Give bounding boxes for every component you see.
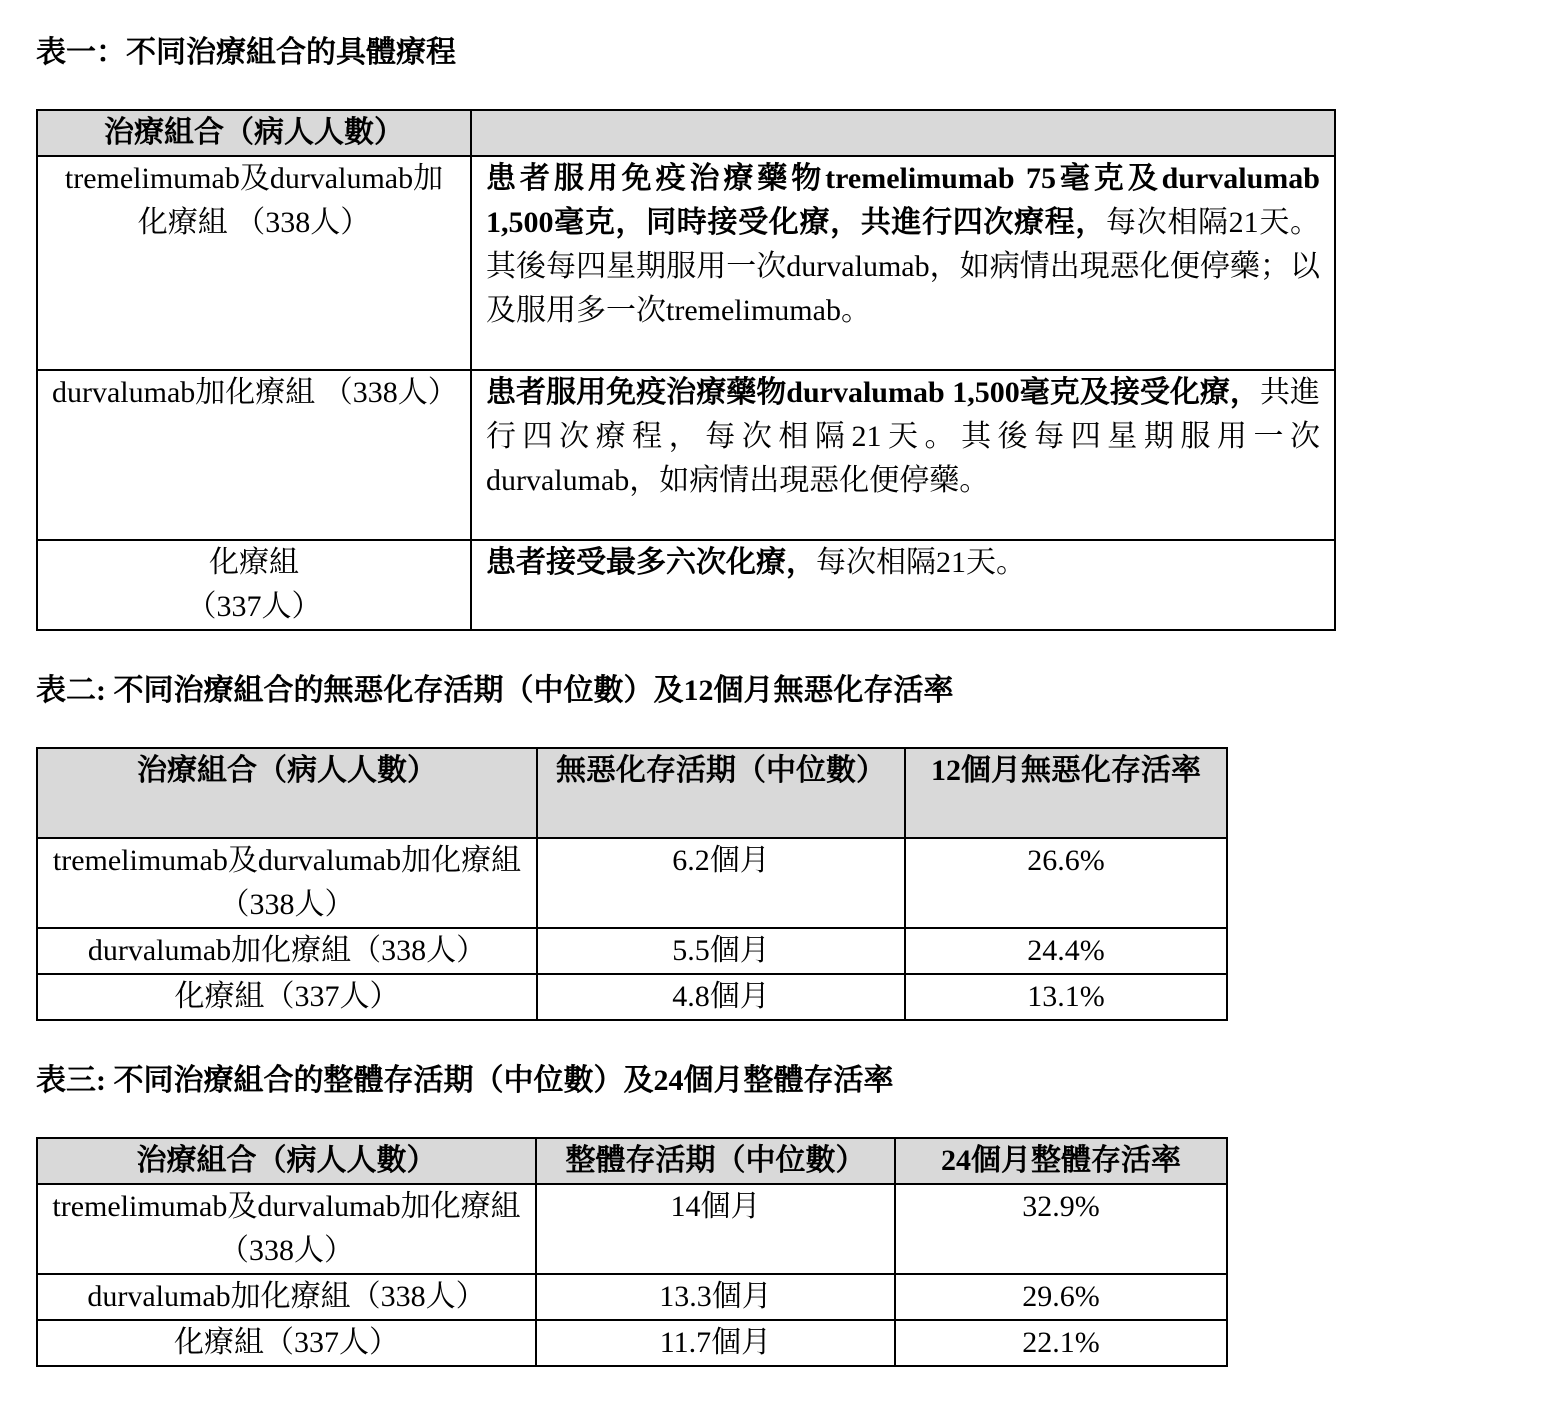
header-cell-median-os: 整體存活期（中位數） bbox=[536, 1138, 895, 1184]
group-cell: tremelimumab及durvalumab加化療組（338人） bbox=[37, 1184, 536, 1274]
median-os-cell: 14個月 bbox=[536, 1184, 895, 1274]
group-cell: durvalumab加化療組（338人） bbox=[37, 928, 537, 974]
group-cell: durvalumab加化療組 （338人） bbox=[37, 370, 471, 540]
header-cell-median-pfs: 無惡化存活期（中位數） bbox=[537, 748, 905, 838]
regimen-text: 共進行四次療程，每次相隔21天。其後每四星期服用一次durvalumab，如病情出現惡化便停藥。 bbox=[486, 376, 1320, 497]
table-header-row bbox=[37, 748, 1227, 838]
table-row bbox=[37, 838, 1227, 928]
table2-caption: 表二: 不同治療組合的無惡化存活期（中位數）及12個月無惡化存活率 bbox=[36, 674, 954, 707]
regimen-text-bold: 患者服用免疫治療藥物tremelimumab 75毫克及durvalumab 1,500毫克，同時接受化療，共進行四次療程， bbox=[486, 162, 1320, 239]
regimen-text: 每次相隔21天。 bbox=[816, 546, 1026, 579]
table-header-row bbox=[37, 110, 1335, 156]
os-rate-cell: 32.9% bbox=[895, 1184, 1227, 1274]
regimen-cell bbox=[471, 156, 1335, 370]
group-cell: 化療組（337人） bbox=[37, 974, 537, 1020]
median-pfs-cell: 5.5個月 bbox=[537, 928, 905, 974]
table-row bbox=[37, 1184, 1227, 1274]
header-cell-group: 治療組合（病人人數） bbox=[37, 110, 471, 156]
table-row bbox=[37, 370, 1335, 540]
median-pfs-cell: 6.2個月 bbox=[537, 838, 905, 928]
table-row bbox=[37, 540, 1335, 630]
table3-caption: 表三: 不同治療組合的整體存活期（中位數）及24個月整體存活率 bbox=[36, 1064, 894, 1097]
regimen-cell bbox=[471, 370, 1335, 540]
pfs-rate-cell: 26.6% bbox=[905, 838, 1227, 928]
header-cell-regimen bbox=[471, 110, 1335, 156]
os-rate-cell: 22.1% bbox=[895, 1320, 1227, 1366]
header-cell-group: 治療組合（病人人數） bbox=[37, 748, 537, 838]
pfs-rate-cell: 13.1% bbox=[905, 974, 1227, 1020]
table-header-row bbox=[37, 1138, 1227, 1184]
median-pfs-cell: 4.8個月 bbox=[537, 974, 905, 1020]
regimen-text: 每次相隔21天。其後每四星期服用一次durvalumab，如病情出現惡化便停藥；以及服用多一次tremelimumab。 bbox=[486, 206, 1321, 327]
treatment-regimen-table bbox=[36, 109, 1336, 631]
median-os-cell: 13.3個月 bbox=[536, 1274, 895, 1320]
table-row bbox=[37, 928, 1227, 974]
header-cell-24m-os-rate: 24個月整體存活率 bbox=[895, 1138, 1227, 1184]
regimen-cell bbox=[471, 540, 1335, 630]
table-row bbox=[37, 1320, 1227, 1366]
header-cell-12m-pfs-rate: 12個月無惡化存活率 bbox=[905, 748, 1227, 838]
regimen-text-bold: 患者服用免疫治療藥物durvalumab 1,500毫克及接受化療， bbox=[486, 376, 1260, 409]
group-cell bbox=[37, 540, 471, 630]
header-cell-group: 治療組合（病人人數） bbox=[37, 1138, 536, 1184]
median-os-cell: 11.7個月 bbox=[536, 1320, 895, 1366]
os-rate-cell: 29.6% bbox=[895, 1274, 1227, 1320]
table-row bbox=[37, 156, 1335, 370]
pfs-rate-cell: 24.4% bbox=[905, 928, 1227, 974]
group-cell: durvalumab加化療組（338人） bbox=[37, 1274, 536, 1320]
group-count: （337人） bbox=[186, 590, 322, 623]
pfs-table bbox=[36, 747, 1228, 1021]
os-table bbox=[36, 1137, 1228, 1367]
table-row bbox=[37, 1274, 1227, 1320]
group-cell: tremelimumab及durvalumab加化療組 （338人） bbox=[37, 156, 471, 370]
table1-caption: 表一：不同治療組合的具體療程 bbox=[36, 36, 456, 69]
group-name: 化療組 bbox=[209, 546, 299, 579]
group-cell: 化療組（337人） bbox=[37, 1320, 536, 1366]
table-row bbox=[37, 974, 1227, 1020]
regimen-text-bold: 患者接受最多六次化療， bbox=[486, 546, 816, 579]
group-cell: tremelimumab及durvalumab加化療組（338人） bbox=[37, 838, 537, 928]
